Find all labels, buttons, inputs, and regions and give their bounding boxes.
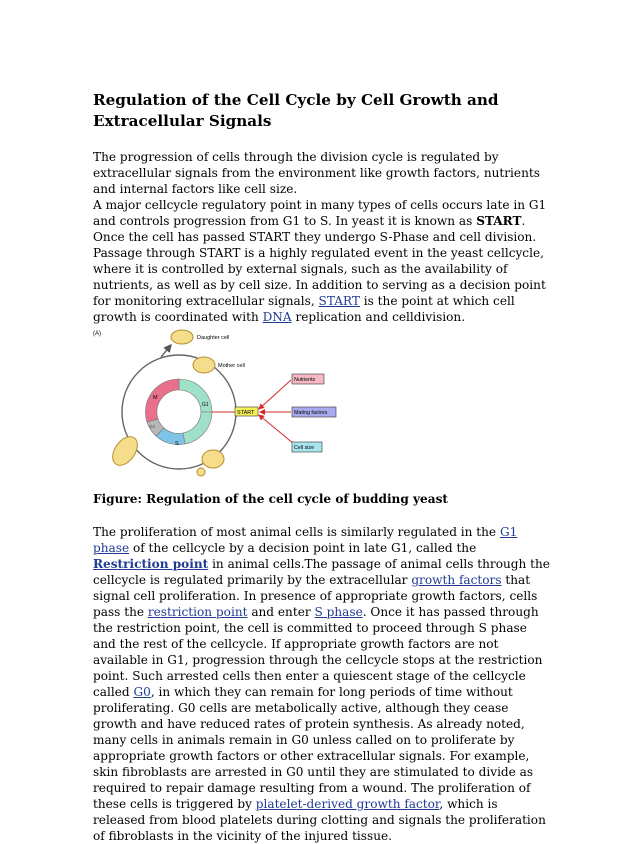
phase-m-segment — [145, 379, 179, 422]
text-run: A major cellcycle regulatory point in many types of cells occurs late in G1 and controls progression from G1 to S. In yeast it is known as — [93, 198, 547, 228]
nutrients-arrow — [259, 380, 291, 409]
figure-caption: Figure: Regulation of the cell cycle of budding yeast — [93, 492, 448, 506]
budding-cell-right — [202, 450, 224, 468]
daughter-cell-label: Daughter cell — [197, 335, 230, 341]
page-title: Regulation of the Cell Cycle by Cell Growth and Extracellular Signals — [93, 91, 499, 130]
phase-ring — [145, 379, 212, 447]
panel-label: (A) — [93, 331, 101, 337]
phase-g2-label: G2 — [149, 424, 156, 429]
cell-size-label: Cell size — [294, 445, 315, 451]
phase-m-label: M — [153, 395, 158, 401]
phase-g1-segment-lower — [183, 412, 212, 444]
text-run: and enter — [247, 605, 315, 619]
text-run: replication and celldivision. — [291, 310, 466, 324]
mating-factors-label: Mating factors — [294, 410, 328, 416]
restriction-paragraph — [93, 524, 551, 844]
start-box-label: START — [237, 410, 255, 416]
intro-paragraph: The progression of cells through the division cycle is regulated by extracellular signals from the environment like growth factors, nutrients and internal factors like cell size. — [93, 150, 540, 196]
phase-s-label: S — [175, 441, 179, 447]
bud — [197, 468, 205, 476]
cell-size-arrow — [259, 415, 294, 444]
restriction-point-bold-link[interactable]: Restriction point — [93, 557, 209, 571]
nutrients-label: Nutrients — [294, 377, 316, 383]
text-run: . Once the cell has passed START they undergo S-Phase and cell division. Passage through START is a highly regulated event in the yeast cellcycle, where it is controlled by external signals, such as the availability of nutrients, as well as by cell size. In addition to serving as a decision point for monitoring extracellular signals, — [93, 214, 546, 308]
phase-g1-label: G1 — [202, 402, 209, 408]
text-run: that signal cell proliferation. In presence of appropriate growth factors, cells pass the — [93, 573, 538, 619]
g1-phase-link[interactable]: G1 phase — [93, 525, 518, 555]
start-link[interactable]: START — [318, 294, 360, 308]
mother-cell-label: Mother cell — [218, 363, 245, 369]
text-run: , in which they can remain for long periods of time without proliferating. G0 cells are metabolically active, although they cease growth and have reduced rates of protein synthesis. As already noted, many cells in animals remain in G0 unless called on to proliferate by appropriate growth factors or other extracellular signals. For example, skin fibroblasts are arrested in G0 until they are stimulated to divide as required to repair damage resulting from a wound. The proliferation of these cells is triggered by — [93, 685, 534, 811]
text-run: . Once it has passed through the restriction point, the cell is committed to proceed through S phase and the rest of the cellcycle. If appropriate growth factors are not available in G1, progression through the cellcycle stops at the restriction point. Such arrested cells then enter a quiescent stage of the cellcycle called — [93, 605, 543, 699]
restriction-point-link[interactable]: restriction point — [147, 605, 248, 619]
text-run: The proliferation of most animal cells is similarly regulated in the — [93, 525, 500, 539]
start-bold: START — [476, 214, 522, 228]
mother-cell — [193, 357, 215, 373]
cell-cycle-figure — [91, 327, 551, 487]
text-run: of the cellcycle by a decision point in late G1, called the — [129, 541, 477, 555]
text-run: is the point at which cell growth is coordinated with — [93, 294, 515, 324]
g0-link[interactable]: G0 — [133, 685, 151, 699]
start-paragraph — [93, 197, 551, 325]
pdgf-link[interactable]: platelet-derived growth factor — [255, 797, 440, 811]
growth-factors-link[interactable]: growth factors — [411, 573, 502, 587]
document-body — [93, 90, 551, 844]
text-run: , which is released from blood platelets during clotting and signals the proliferation of fibroblasts in the vicinity of the injured tissue. — [93, 797, 546, 843]
text-run: in animal cells.The passage of animal cells through the cellcycle is regulated primarily by the extracellular — [93, 557, 550, 587]
dna-link[interactable]: DNA — [262, 310, 292, 324]
daughter-cell — [171, 330, 193, 344]
s-phase-link[interactable]: S phase — [314, 605, 363, 619]
cell-cycle-diagram — [91, 327, 341, 487]
